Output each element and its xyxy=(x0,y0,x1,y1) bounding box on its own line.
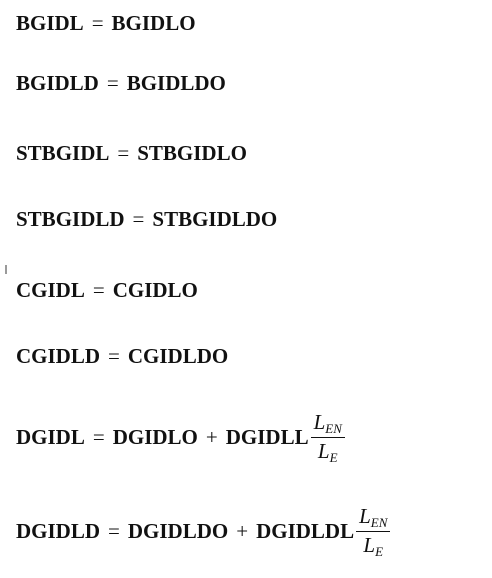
equals-sign: = xyxy=(132,207,145,231)
equation-rhs: CGIDLO xyxy=(112,278,198,302)
equals-sign: = xyxy=(108,518,120,543)
equals-sign: = xyxy=(92,424,105,449)
equation-stbgidld xyxy=(16,209,277,230)
equals-sign: = xyxy=(106,71,119,95)
equation-cgidl xyxy=(16,280,198,301)
fraction-denominator xyxy=(315,438,341,464)
fraction-denominator xyxy=(360,532,386,558)
equation-term: DGIDLDO xyxy=(127,518,229,543)
equals-sign: = xyxy=(117,141,130,165)
denominator-subscript: E xyxy=(329,449,338,465)
equation-dgidl xyxy=(16,411,345,463)
equation-lhs: BGIDL xyxy=(16,11,84,35)
equation-rhs: CGIDLDO xyxy=(127,344,229,368)
equation-rhs: STBGIDLO xyxy=(137,141,247,165)
denominator-base: L xyxy=(363,532,376,557)
equals-sign: = xyxy=(108,344,120,368)
equation-bgidl xyxy=(16,13,196,34)
equals-sign: = xyxy=(92,278,105,302)
equation-term: DGIDLDL xyxy=(256,518,355,543)
denominator-subscript: E xyxy=(375,543,384,559)
plus-sign: + xyxy=(205,424,218,449)
numerator-subscript: EN xyxy=(325,421,342,436)
plus-sign: + xyxy=(236,518,249,543)
equation-rhs: STBGIDLDO xyxy=(152,207,278,231)
equation-rhs: BGIDLO xyxy=(111,11,196,35)
equation-bgidld xyxy=(16,73,226,94)
equation-lhs: DGIDLD xyxy=(16,518,101,543)
fraction-numerator xyxy=(356,505,390,532)
equation-lhs: STBGIDLD xyxy=(16,207,125,231)
equation-lhs: CGIDLD xyxy=(16,344,101,368)
equals-sign: = xyxy=(91,11,104,35)
fraction-numerator xyxy=(311,411,345,438)
equation-lhs: BGIDLD xyxy=(16,71,99,95)
equation-lhs: DGIDL xyxy=(16,424,85,449)
numerator-base: L xyxy=(313,410,326,434)
equation-term: DGIDLL xyxy=(225,424,309,449)
denominator-base: L xyxy=(317,438,330,463)
fraction-len-over-le xyxy=(356,505,390,557)
equation-term: DGIDLO xyxy=(112,424,198,449)
equation-lhs: CGIDL xyxy=(16,278,85,302)
numerator-base: L xyxy=(359,504,371,528)
edge-mark xyxy=(5,265,7,274)
equation-stbgidl xyxy=(16,143,247,164)
equation-cgidld xyxy=(16,346,228,367)
numerator-subscript: EN xyxy=(370,515,388,530)
fraction-len-over-le xyxy=(311,411,345,463)
equation-dgidld xyxy=(16,505,390,557)
equation-rhs: BGIDLDO xyxy=(126,71,226,95)
equation-lhs: STBGIDL xyxy=(16,141,110,165)
